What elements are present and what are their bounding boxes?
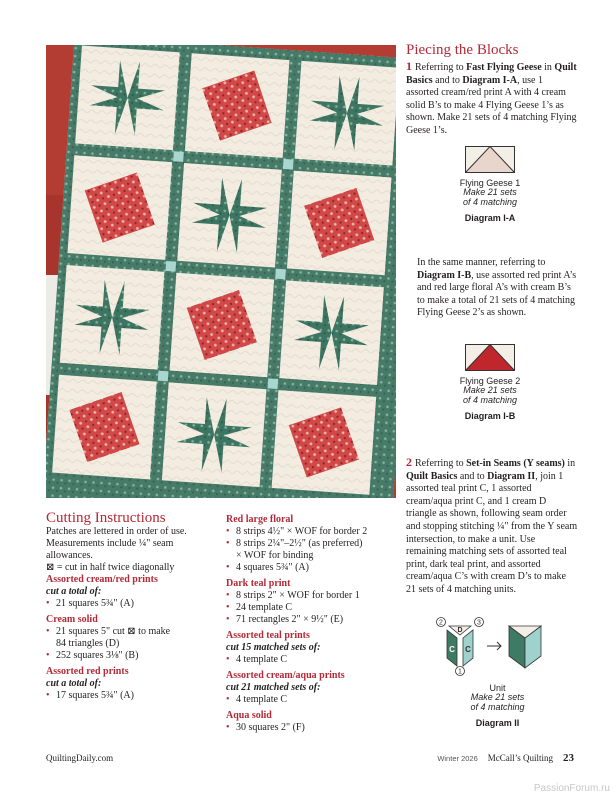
cut-item: • 24 template C bbox=[226, 602, 402, 614]
cutting-legend: ⊠ = cut in half twice diagonally bbox=[46, 562, 175, 573]
diagram-subcaption: of 4 matching bbox=[470, 701, 525, 712]
footer-magazine: McCall’s Quilting bbox=[487, 753, 553, 763]
quilt-photo bbox=[46, 45, 396, 498]
cut-note: cut a total of: bbox=[46, 678, 102, 689]
flying-geese-2-icon bbox=[465, 344, 515, 371]
diagram-caption: Unit bbox=[489, 683, 506, 693]
cutting-title: Cutting Instructions bbox=[46, 510, 166, 526]
cut-item: • 30 squares 2" (F) bbox=[226, 722, 402, 734]
diagram-label: Diagram I-B bbox=[464, 411, 516, 421]
footer-season: Winter 2026 bbox=[437, 754, 478, 763]
cut-item: • 4 squares 5¾" (A) bbox=[226, 562, 402, 574]
cut-item: • 71 rectangles 2" × 9½" (E) bbox=[226, 614, 402, 626]
diagram-i-b bbox=[440, 344, 540, 421]
fabric-heading: Assorted cream/red prints bbox=[46, 574, 158, 585]
cutting-column-2 bbox=[226, 514, 402, 734]
cut-item: • 21 squares 5¾" (A) bbox=[46, 598, 218, 610]
step-2-text: 2 Referring to Set-in Seams (Y seams) in Quilt Basics and to Diagram II, join 1 assorted teal print C, 1 assorted cream/aqua print C, and 1 cream D triangle as shown, following seam order and stopping stitching ¼" from the Y seam intersection, to make a unit. Use remaining matching sets of assorted teal print, dark teal print, and assorted cream/aqua C’s with cream D’s to make 21 sets of 4 matching units. bbox=[406, 455, 578, 595]
step-1b-text: In the same manner, referring to Diagram I-B, use assorted red print A’s and red large floral A’s with cream B’s to make a total of 21 sets of 4 matching Flying Geese 2’s as shown. bbox=[417, 257, 577, 319]
cut-item: • 8 strips 2¼"–2½" (as preferred) bbox=[226, 538, 402, 550]
cut-item: • 4 template C bbox=[226, 654, 402, 666]
footer-site: QuiltingDaily.com bbox=[46, 753, 114, 763]
seam-order-2: 2 bbox=[439, 619, 443, 627]
step-1-number: 1 bbox=[406, 59, 412, 73]
diagram-i-a bbox=[440, 146, 540, 223]
diagram-subcaption: of 4 matching bbox=[462, 394, 518, 405]
diagram-label: Diagram I-A bbox=[464, 213, 516, 223]
fabric-heading: Assorted red prints bbox=[46, 666, 129, 677]
cutting-intro: Patches are lettered in order of use. Measurements include ¼" seam allowances. bbox=[46, 526, 187, 561]
watermark: PassionForum.ru bbox=[533, 783, 610, 794]
piece-c-label: C bbox=[465, 645, 471, 654]
step-2-number: 2 bbox=[406, 455, 412, 469]
step-1-text: 1 Referring to Fast Flying Geese in Quilt Basics and to Diagram I-A, use 1 assorted cream/red print A with 4 cream solid B’s to make 4 Flying Geese 1’s as shown. Make 21 sets of 4 matching Flying Geese 1’s. bbox=[406, 59, 577, 136]
fabric-heading: Dark teal print bbox=[226, 578, 291, 589]
flying-geese-1-icon bbox=[465, 146, 515, 173]
piece-d-label: D bbox=[457, 627, 463, 634]
fabric-heading: Aqua solid bbox=[226, 710, 272, 721]
cut-item: • 8 strips 4½" × WOF for border 2 bbox=[226, 526, 402, 538]
piece-c-label: C bbox=[449, 645, 455, 654]
cutting-column-1 bbox=[46, 512, 218, 702]
diagram-subcaption: Make 21 sets bbox=[470, 692, 525, 702]
fabric-heading: Assorted teal prints bbox=[226, 630, 310, 641]
fabric-heading: Red large floral bbox=[226, 514, 294, 525]
cut-item-continued: × WOF for binding bbox=[236, 550, 314, 561]
seam-order-1: 1 bbox=[458, 668, 462, 676]
y-seam-unit-icon bbox=[425, 616, 570, 676]
diagram-subcaption: Make 21 sets bbox=[463, 187, 517, 197]
cut-item-continued: 84 triangles (D) bbox=[56, 638, 120, 649]
cut-note: cut 15 matched sets of: bbox=[226, 642, 321, 653]
cut-item: • 252 squares 3⅛" (B) bbox=[46, 650, 218, 662]
diagram-caption: Flying Geese 2 bbox=[459, 376, 521, 386]
cut-item: • 17 squares 5¾" (A) bbox=[46, 690, 218, 702]
cut-note: cut a total of: bbox=[46, 586, 102, 597]
cut-item: • 8 strips 2" × WOF for border 1 bbox=[226, 590, 402, 602]
diagram-label: Diagram II bbox=[475, 718, 520, 728]
piecing-title: Piecing the Blocks bbox=[406, 42, 519, 58]
fabric-heading: Cream solid bbox=[46, 614, 98, 625]
diagram-subcaption: of 4 matching bbox=[462, 196, 518, 207]
diagram-subcaption: Make 21 sets bbox=[463, 385, 517, 395]
diagram-caption: Flying Geese 1 bbox=[459, 178, 521, 188]
cut-item: • 21 squares 5" cut ⊠ to make bbox=[46, 626, 218, 638]
page-number: 23 bbox=[563, 752, 574, 764]
fabric-heading: Assorted cream/aqua prints bbox=[226, 670, 345, 681]
seam-order-3: 3 bbox=[477, 619, 481, 627]
footer-folio bbox=[437, 752, 574, 764]
cut-item: • 4 template C bbox=[226, 694, 402, 706]
cut-note: cut 21 matched sets of: bbox=[226, 682, 321, 693]
diagram-ii bbox=[425, 616, 570, 728]
